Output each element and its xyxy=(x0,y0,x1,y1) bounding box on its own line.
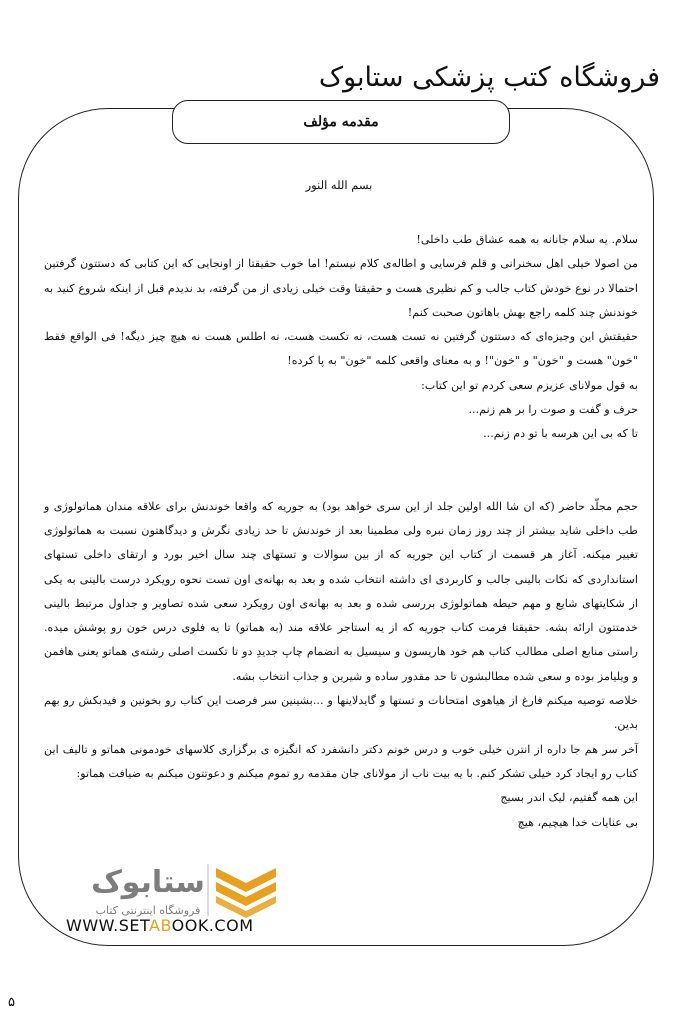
website-url-part: OOK.COM xyxy=(171,916,254,935)
paragraph-gap xyxy=(44,447,638,471)
website-url xyxy=(66,916,254,935)
verse-line: تا که بی این هرسه با تو دم زنم... xyxy=(483,427,638,441)
verse-line: بی عنایات خدا هیچیم، هیچ xyxy=(517,815,638,829)
store-title: فروشگاه کتب پزشکی ستابوک xyxy=(318,62,660,93)
website-url-accent: AB xyxy=(149,916,172,935)
paragraph: حقیقتش این وجیزه‌ای که دستتون گرفتین نه تست هست، نه تکست هست، نه اطلس هست نه هیچ چیز دیگه! فی الواقع فقط "خون" هست و "خون" و "خون"! و به معنای واقعی کلمه "خون" به پا کرده! xyxy=(44,330,638,368)
paragraph: سلام. یه سلام جانانه به همه عشاق طب داخلی! xyxy=(416,233,638,246)
paragraph: به قول مولانای عزیزم سعی کردم تو این کتاب: xyxy=(421,378,638,392)
brand-tagline: فروشگاه اینترنتی کتاب xyxy=(95,904,201,917)
paragraph: حجم مجلّد حاضر (که ان شا الله اولین جلد از این سری خواهد بود) به جوریه که واقعا خوندنش برای علاقه مندان هماتولوژی و طب داخلی شاید بیشتر از چند روز زمان نبره ولی مطمینا بعد از خوندنش تا حد زیادی نگرش و دیدگاهتون نسبت به هماتولوژی تغییر میکنه. آغاز هر قسمت از کتاب این جوریه که از بین سوالات و تستهای چند سال اخیر بورد و ارتقای داخلی تستهای استانداردی که نکات بالینی جالب و کاربردی ای داشته انتخاب شده و بعد به بهانه‌ی اون تست نحوه رویکرد درست بالینی به یکی از شکایتهای شایع و مهم حیطه هماتولوژی بررسی شده و بعد به بهانه‌ی اون رویکرد سعی شده تصاویر و جداول مرتبط بالینی خدمتتون ارائه بشه. حقیقتا فرمت کتاب جوریه که از یه استاجر علاقه مند (به هماتو) تا یه فلوی درس خون رو پوشش میده. راستی منابع اصلی مطالب کتاب هم خود هاریسون و سیسیل به انضمام چاپ جدیدِ دو تا تکست اصلی رشته‌ی هماتو یعنی هافمن و ویلیامز بوده و سعی شده مطالبشون تا حد مقدور ساده و شیرین و جذاب انتخاب بشه. xyxy=(44,499,638,683)
verse-line: این همه گفتیم، لیک اندر بسیج xyxy=(500,791,638,805)
section-title: مقدمه مؤلف xyxy=(172,100,510,144)
paragraph-gap xyxy=(44,471,638,495)
verse-line: حرف و گفت و صوت را بر هم زنم... xyxy=(468,403,638,417)
basmala: بسم الله النور xyxy=(305,178,373,192)
brand-name: ستابوک xyxy=(91,865,205,900)
paragraph: خلاصه توصیه میکنم فارغ از هیاهوی امتحانات و تستها و گایدلاینها و ...بشینین سر فرصت این کتاب رو بخونین و فیدبکش رو بهم بدین. xyxy=(44,694,638,732)
page-number: ۵ xyxy=(8,995,15,1010)
paragraph: من اصولا خیلی اهل سخنرانی و قلم فرسایی و اطاله‌ی کلام نیستم! اما خوب حقیقتا از اونجایی که این کتابی که دستتون گرفتین احتمالا در نوع خودش کتاب جالب و کم نظیری هست و حقیقتا وقت خیلی زیادی از من گرفته، بد ندیدم قبل از اینکه شروع کنید به خوندنش چند کلمه راجع بهش باهاتون صحبت کنم! xyxy=(44,257,638,319)
paragraph: آخر سر هم جا داره از انترن خیلی خوب و درس خونم دکتر دانشفرد که انگیزه ی برگزاری کلاسهای خودمونی هماتو و تالیف این کتاب رو ایجاد کرد خیلی تشکر کنم. با یه بیت ناب از مولانای جان مقدمه رو تموم میکنم و دعوتتون میکنم به ضیافت هماتو: xyxy=(44,742,638,780)
preface-text xyxy=(44,228,638,835)
website-url-part: WWW.SET xyxy=(66,916,150,935)
brand-emblem-icon xyxy=(216,868,276,918)
